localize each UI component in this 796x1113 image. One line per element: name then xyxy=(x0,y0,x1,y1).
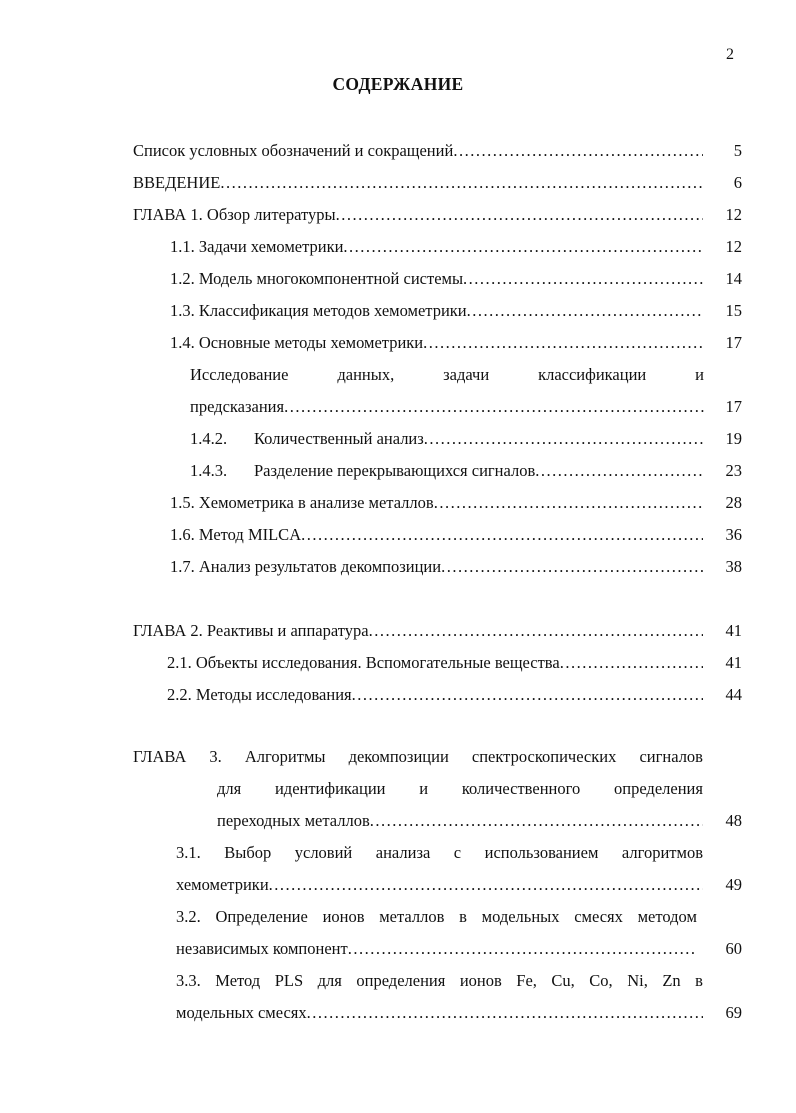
toc-entry-line[interactable] xyxy=(170,332,703,354)
dot-leader xyxy=(424,428,704,450)
toc-word: с xyxy=(453,843,462,862)
toc-entry-title: Количественный анализ xyxy=(254,429,424,448)
toc-word: определения xyxy=(613,779,703,798)
toc-entry-title: хемометрики xyxy=(176,875,269,894)
toc-entry-line[interactable] xyxy=(170,556,703,578)
toc-word: смесях xyxy=(574,907,623,926)
dot-leader xyxy=(434,492,703,514)
toc-entry-line[interactable] xyxy=(170,268,703,290)
dot-leader xyxy=(284,396,704,418)
toc-page-number: 12 xyxy=(725,205,742,224)
toc-word: Zn xyxy=(662,971,681,990)
toc-entry-title: 2.1. Объекты исследования. Вспомогательные вещества xyxy=(167,653,560,672)
dot-leader xyxy=(423,332,703,354)
toc-word: в xyxy=(459,907,467,926)
toc-word: ионов xyxy=(322,907,365,926)
toc-word: Исследование xyxy=(190,365,289,384)
toc-entry-title: 1.3. Классификация методов хемометрики xyxy=(170,301,467,320)
toc-word: данных, xyxy=(337,365,395,384)
dot-leader xyxy=(467,300,703,322)
toc-word: металлов xyxy=(379,907,445,926)
toc-entry-title: 1.5. Хемометрика в анализе металлов xyxy=(170,493,434,512)
toc-word: количественного xyxy=(461,779,581,798)
dot-leader xyxy=(370,810,703,832)
toc-entry-line[interactable] xyxy=(190,396,704,418)
toc-word: анализа xyxy=(375,843,431,862)
toc-word: Cu, xyxy=(551,971,575,990)
toc-word: классификации xyxy=(538,365,647,384)
dot-leader xyxy=(560,652,703,674)
toc-entry-title: 1.7. Анализ результатов декомпозиции xyxy=(170,557,442,576)
toc-page-number: 48 xyxy=(725,811,742,830)
toc-entry-title: 1.2. Модель многокомпонентной системы xyxy=(170,269,464,288)
toc-word: модельных xyxy=(481,907,560,926)
toc-entry-line-justified[interactable] xyxy=(190,364,704,386)
dot-leader xyxy=(301,524,703,546)
toc-page-number: 60 xyxy=(725,939,742,958)
toc-word: использованием xyxy=(484,843,599,862)
toc-entry-line[interactable] xyxy=(170,492,703,514)
dot-leader xyxy=(453,140,703,162)
toc-entry-line[interactable] xyxy=(176,938,697,960)
toc-word: и xyxy=(695,365,704,384)
dot-leader xyxy=(369,620,703,642)
toc-entry-title: 2.2. Методы исследования xyxy=(167,685,352,704)
toc-word: декомпозиции xyxy=(348,747,449,766)
dot-leader xyxy=(336,204,703,226)
toc-entry-title: 1.4. Основные методы хемометрики xyxy=(170,333,424,352)
toc-page-number: 23 xyxy=(725,461,742,480)
toc-entry-line[interactable] xyxy=(217,810,703,832)
toc-entry-line[interactable] xyxy=(133,172,703,194)
dot-leader xyxy=(352,684,703,706)
toc-word: задачи xyxy=(443,365,490,384)
toc-page-number: 5 xyxy=(733,141,742,160)
toc-word: для xyxy=(317,971,342,990)
toc-word: сигналов xyxy=(639,747,703,766)
toc-word: Алгоритмы xyxy=(244,747,326,766)
toc-word: 3.1. xyxy=(176,843,201,862)
toc-word: Ni, xyxy=(627,971,648,990)
toc-page-number: 17 xyxy=(725,333,742,352)
toc-word: 3.2. xyxy=(176,907,201,926)
toc-page-number: 38 xyxy=(725,557,742,576)
toc-page-number: 41 xyxy=(725,653,742,672)
page-title: СОДЕРЖАНИЕ xyxy=(332,74,464,94)
toc-entry-line[interactable] xyxy=(190,460,704,482)
toc-word: условий xyxy=(294,843,353,862)
toc-word: 3.3. xyxy=(176,971,201,990)
dot-leader xyxy=(343,236,703,258)
toc-word: определения xyxy=(356,971,446,990)
toc-entry-title: 1.1. Задачи хемометрики xyxy=(170,237,344,256)
toc-word: для xyxy=(217,779,242,798)
toc-entry-line[interactable] xyxy=(170,524,703,546)
toc-entry-line[interactable] xyxy=(170,300,703,322)
toc-entry-title: модельных смесях xyxy=(176,1003,307,1022)
toc-entry-line[interactable] xyxy=(190,428,704,450)
dot-leader xyxy=(441,556,703,578)
toc-page-number: 36 xyxy=(725,525,742,544)
toc-entry-line[interactable] xyxy=(176,1002,703,1024)
toc-word: Выбор xyxy=(224,843,272,862)
toc-word: алгоритмов xyxy=(621,843,703,862)
page-number: 2 xyxy=(726,46,734,63)
toc-page-number: 28 xyxy=(725,493,742,512)
toc-word: 3. xyxy=(209,747,222,766)
toc-page-number: 14 xyxy=(725,269,742,288)
toc-entry-line-justified[interactable] xyxy=(176,842,703,864)
toc-entry-line[interactable] xyxy=(167,684,703,706)
toc-word: Fe, xyxy=(516,971,537,990)
toc-word: и xyxy=(419,779,429,798)
toc-page-number: 69 xyxy=(725,1003,742,1022)
toc-entry-line-justified[interactable] xyxy=(176,906,697,928)
dot-leader xyxy=(269,874,703,896)
toc-word: в xyxy=(695,971,703,990)
toc-entry-line[interactable] xyxy=(176,874,703,896)
toc-word: идентификации xyxy=(274,779,386,798)
toc-word: Определение xyxy=(215,907,308,926)
dot-leader xyxy=(463,268,703,290)
toc-page-number: 41 xyxy=(725,621,742,640)
toc-entry-title: ГЛАВА 2. Реактивы и аппаратура xyxy=(133,621,369,640)
toc-entry-line[interactable] xyxy=(133,140,703,162)
toc-page-number: 44 xyxy=(725,685,742,704)
dot-leader xyxy=(307,1002,703,1024)
toc-entry-number: 1.4.2. xyxy=(190,429,228,448)
toc-entry-line[interactable] xyxy=(167,652,703,674)
toc-entry-number: 1.4.3. xyxy=(190,461,228,480)
toc-entry-line-justified[interactable] xyxy=(217,778,703,800)
toc-entry-title: переходных металлов xyxy=(217,811,370,830)
toc-word: методом xyxy=(637,907,697,926)
toc-word: ГЛАВА xyxy=(133,747,187,766)
toc-entry-title: 1.6. Метод MILCA xyxy=(170,525,302,544)
toc-entry-line-justified[interactable] xyxy=(133,746,703,768)
toc-entry-title: Список условных обозначений и сокращений xyxy=(133,141,454,160)
toc-word: спектроскопических xyxy=(471,747,617,766)
toc-page-number: 19 xyxy=(725,429,742,448)
toc-word: Метод xyxy=(215,971,261,990)
toc-page-number: 6 xyxy=(733,173,742,192)
toc-entry-title: Разделение перекрывающихся сигналов xyxy=(254,461,536,480)
dot-leader xyxy=(348,938,697,960)
toc-entry-title: ГЛАВА 1. Обзор литературы xyxy=(133,205,336,224)
toc-entry-title: независимых компонент xyxy=(176,939,348,958)
toc-word: PLS xyxy=(274,971,304,990)
toc-page-number: 49 xyxy=(725,875,742,894)
toc-page-number: 15 xyxy=(725,301,742,320)
toc-entry-line[interactable] xyxy=(133,620,703,642)
dot-leader xyxy=(535,460,704,482)
toc-page-number: 12 xyxy=(725,237,742,256)
toc-entry-line-justified[interactable] xyxy=(176,970,703,992)
toc-entry-title: ВВЕДЕНИЕ xyxy=(133,173,221,192)
toc-word: ионов xyxy=(459,971,502,990)
toc-entry-line[interactable] xyxy=(133,204,703,226)
toc-entry-line[interactable] xyxy=(170,236,703,258)
toc-word: Co, xyxy=(589,971,613,990)
toc-entry-title: предсказания xyxy=(190,397,285,416)
toc-page-number: 17 xyxy=(725,397,742,416)
dot-leader xyxy=(220,172,703,194)
